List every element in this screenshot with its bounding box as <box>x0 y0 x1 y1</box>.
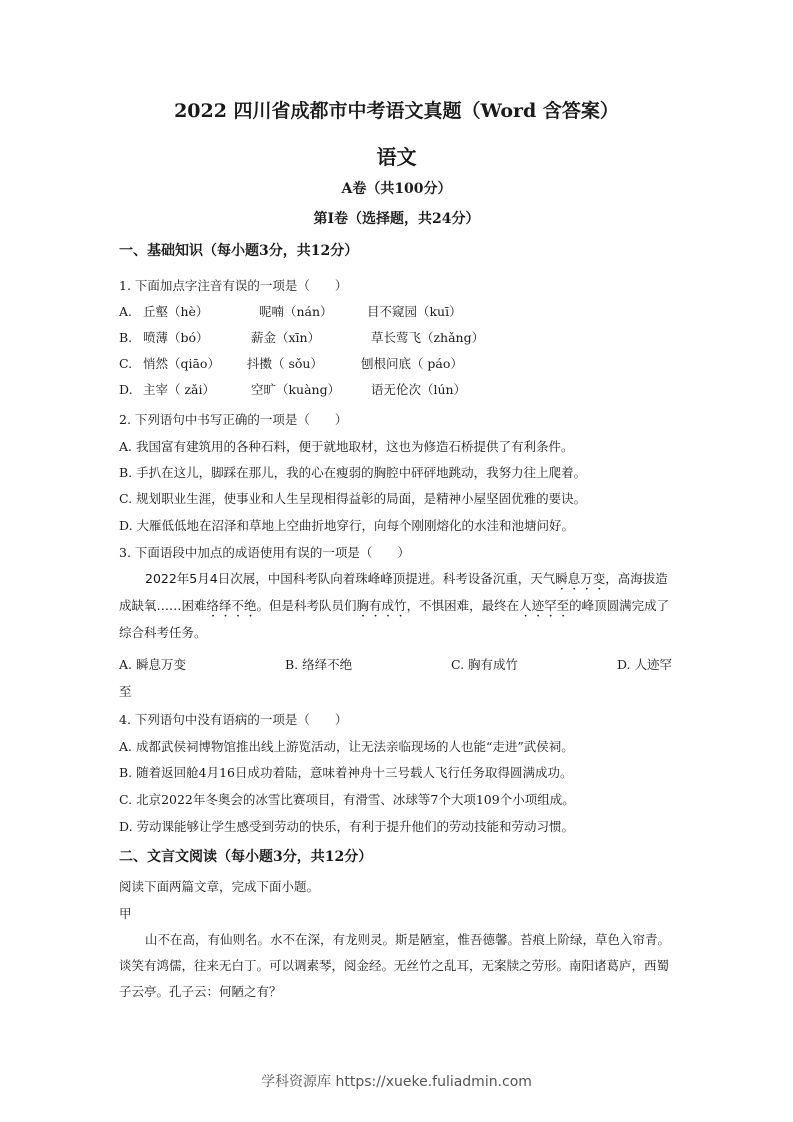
dotted-idiom-2: 络绎不绝 <box>206 598 257 613</box>
q1-option-b <box>119 328 484 346</box>
q1-a-word-2: 呢喃（nán） <box>258 304 333 319</box>
q4-option-d: D. 劳动课能够让学生感受到劳动的快乐，有利于提升他们的劳动技能和劳动习惯。 <box>119 819 575 834</box>
volume-1-heading: 第Ⅰ卷（选择题，共24分） <box>313 211 480 227</box>
q3-option-d: D. 人迹罕 <box>616 657 672 672</box>
dotted-idiom-3: 胸有成竹 <box>356 598 407 613</box>
q1-d-word-3: 语无伦次（lún） <box>370 382 467 397</box>
passage-text: 。但是科考队员们 <box>256 598 357 613</box>
q1-option-c <box>119 354 463 372</box>
passage-text: 的峰顶圆满完成了综合科考任务。 <box>119 598 670 640</box>
q1-option-a <box>119 302 462 320</box>
q1-b-word-3: 草长莺飞（zhǎng） <box>370 330 485 345</box>
q1-b-word-2: 薪金（xīn） <box>250 330 321 345</box>
passage-text: 2022年5月4日次展，中国科考队向着珠峰峰顶提进。科考设备沉重，天气 <box>145 571 556 586</box>
section-2-heading: 二、文言文阅读（每小题3分，共12分） <box>119 849 373 865</box>
q2-stem: 2. 下列语句中书写正确的一项是（ ） <box>119 412 348 427</box>
passage-text: ，高海拔造成缺氧……困难 <box>119 571 668 613</box>
subject-heading: 语文 <box>376 145 417 169</box>
q2-option-b: B. 手扒在这儿，脚踩在那儿，我的心在瘦弱的胸腔中砰砰地跳动，我努力往上爬着。 <box>119 465 587 480</box>
q1-a-word-1: 丘壑（hè） <box>142 304 209 319</box>
dotted-idiom-4: 人迹罕至 <box>519 598 570 613</box>
q4-option-b: B. 随着返回舱4月16日成功着陆，意味着神舟十三号载人飞行任务取得圆满成功。 <box>119 765 573 780</box>
q1-d-word-2: 空旷（kuàng） <box>250 382 341 397</box>
q2-option-a: A. 我国富有建筑用的各种石料，便于就地取材，这也为修造石桥提供了有利条件。 <box>119 439 574 454</box>
q4-stem: 4. 下列语句中没有语病的一项是（ ） <box>119 712 348 727</box>
option-letter: D. <box>119 382 133 397</box>
passage-jia-label: 甲 <box>119 906 132 921</box>
reading-intro: 阅读下面两篇文章，完成下面小题。 <box>119 879 320 894</box>
q1-option-d <box>119 380 466 398</box>
q3-option-b: B. 络绎不绝 <box>284 657 353 672</box>
q2-option-c: C. 规划职业生涯，使事业和人生呈现相得益彰的局面，是精神小屋坚固优雅的要诀。 <box>119 491 587 506</box>
q1-stem: 1. 下面加点字注音有误的一项是（ ） <box>119 278 348 293</box>
q3-option-a: A. 瞬息万变 <box>119 657 186 672</box>
q1-a-word-3: 目不窥园（kuī） <box>366 304 462 319</box>
q3-option-c: C. 胸有成竹 <box>450 657 519 672</box>
option-letter: C. <box>119 356 133 371</box>
q2-option-d: D. 大雁低低地在沼泽和草地上空曲折地穿行，向每个刚刚熔化的水洼和池塘问好。 <box>119 518 575 533</box>
q1-c-word-2: 抖擞（ sǒu） <box>246 356 323 371</box>
q1-c-word-3: 刨根问底（ páo） <box>360 356 463 371</box>
volume-a-heading: A卷（共100分） <box>341 181 452 197</box>
option-letter: B. <box>119 330 133 345</box>
q4-option-c: C. 北京2022年冬奥会的冰雪比赛项目，有滑雪、冰球等7个大项109个小项组成。 <box>119 792 575 807</box>
footer-source: 学科资源库 https://xueke.fuliadmin.com <box>261 1074 532 1090</box>
passage-jia-text: 山不在高，有仙则名。水不在深，有龙则灵。斯是陋室，惟吾德馨。苔痕上阶绿，草色入帘青。谈笑有鸿儒，往来无白丁。可以调素琴，阅金经。无丝竹之乱耳，无案牍之劳形。南阳诸葛庐，西蜀子云亭。孔子云：何陋之有？ <box>119 932 671 999</box>
q3-options <box>119 655 672 673</box>
q1-b-word-1: 喷薄（bó） <box>142 330 209 345</box>
q3-option-d-wrap: 至 <box>119 684 132 699</box>
q1-d-word-1: 主宰（ zǎi） <box>142 382 215 397</box>
passage-text: ，不惧困难，最终在 <box>406 598 520 613</box>
q1-c-word-1: 悄然（qiāo） <box>142 356 220 371</box>
option-letter: A. <box>119 304 133 319</box>
q3-passage <box>119 566 675 646</box>
q4-option-a: A. 成都武侯祠博物馆推出线上游览活动，让无法亲临现场的人也能“走进”武侯祠。 <box>119 739 574 754</box>
dotted-idiom-1: 瞬息万变 <box>555 571 606 586</box>
section-1-heading: 一、基础知识（每小题3分，共12分） <box>119 243 359 259</box>
document-title: 2022 四川省成都市中考语文真题（Word 含答案） <box>174 100 619 122</box>
q3-stem: 3. 下面语段中加点的成语使用有误的一项是（ ） <box>119 545 410 560</box>
